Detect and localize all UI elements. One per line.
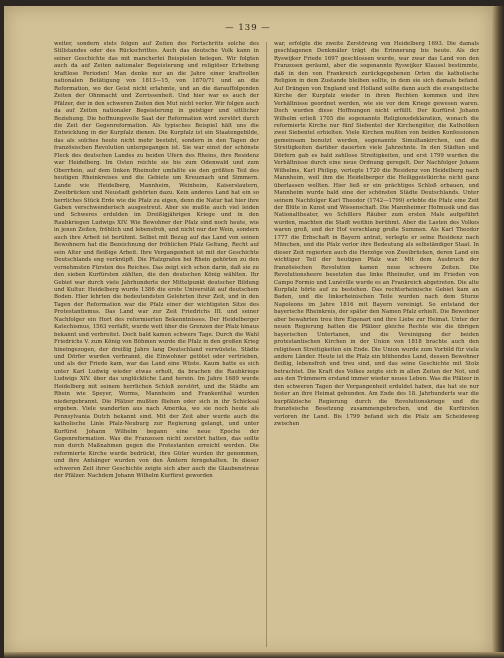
book-page [4,6,492,656]
column-divider [266,42,267,647]
page-edge-bottom [4,652,504,658]
left-column-text: weiter, sondern stets folgen auf Zeiten des Fortschritts solche des Stillstandes oder des Rückschrittes. Auch das deutsche Volk kann in seiner Geschichte das mit mancherlei Beispielen belegen. Wir folgten auch da auf Zeiten nationaler Begeisterung und religiöser Erhebung kraftlose Perioden! Man denke nur an die Jahre einer kraftvollen nationalen Betätigung von 1813—15, von 1870/71 und an die Reformation, wo der Geist nicht erlahmte, und an die darauffolgenden Zeiten der Ohnmacht und Zerrissenheit. Und hier war es auch der Pfälzer, der in den schweren Zeiten den Mut nicht verlor. Wir folgen auch da auf Zeiten nationaler Begeisterung in geistiger und sittlicher Beziehung. Die hoffnungsvolle Saat der Reformation wird zerstört durch die Zeit der Gegenreformation. Als typisches Beispiel hält uns die Entwicklung in der Kurpfalz dienen. Die Kurpfalz ist ein Staatengebilde, das als solches heute nicht mehr besteht, sondern in den Tagen der französischen Revolution untergegangen ist. Sie war einst der schönste Fleck des deutschen Landes zu beiden Ufern des Rheins, ihre Residenz war Heidelberg. Im Osten reichte sie bis zum Odenwald und zum Oberrhein, auf dem linken Rheinufer umfaßte sie den größten Teil des heutigen Rheinkreises und die Gebiete um Kreuznach und Simmern. Lande wie Heidelberg, Mannheim, Weinheim, Kaiserslautern, Zweibrücken und Neustadt gehörten dazu. Kein anderes Land hat ein so herrliches Stück Erde wie die Pfalz zu eigen, denn die Natur hat hier ihre Gaben verschwenderisch ausgestreut. Aber sie mußte auch viel leiden und Schweres erdulden im Dreißigjährigen Kriege und in den Raubkriegen Ludwigs XIV. Wie Bewohner der Pfalz sind noch heute, wie in jenen Zeiten, fröhlich und lebensfroh, und nicht nur der Wein, sondern auch ihre Arbeit ist berühmt. Selbst mit Bezug auf das Land von seinen Bewohnern hat die Bezeichnung der fröhlichen Pfalz Geltung, Recht auf sein Alter und fleißige Arbeit. Ihre Vergangenheit ist mit der Geschichte Deutschlands eng verknüpft. Die Pfalzgrafen bei Rhein gehörten zu den vornehmsten Fürsten des Reiches. Das zeigt sich schon darin, daß sie zu den sieben Kurfürsten zählten, die den deutschen König wählten. Ihr Gebiet war durch viele Jahrhunderte der Mittelpunkt deutscher Bildung und Kultur. Heidelberg wurde 1386 die erste Universität auf deutschem Boden. Hier lehrten die bedeutendsten Gelehrten ihrer Zeit, und in den Tagen der Reformation war die Pfalz einer der wichtigsten Sitze des Protestantismus. Das Land war zur Zeit Friedrichs III. und seiner Nachfolger ein Hort des reformierten Bekenntnisses. Der Heidelberger Katechismus, 1563 verfaßt, wurde weit über die Grenzen der Pfalz hinaus bekannt und verbreitet. Doch bald kamen schwere Tage. Durch die Wahl Friedrichs V. zum König von Böhmen wurde die Pfalz in den großen Krieg hineingezogen, der dreißig Jahre lang Deutschland verwüstete. Städte und Dörfer wurden verbrannt, die Einwohner getötet oder vertrieben, und als der Friede kam, war das Land eine Wüste. Kaum hatte es sich unter Karl Ludwig wieder etwas erholt, da brachen die Raubkriege Ludwigs XIV. über das unglückliche Land herein. Im Jahre 1689 wurde Heidelberg mit seinem herrlichen Schloß zerstört, und die Städte am Rhein wie Speyer, Worms, Mannheim und Frankenthal wurden niedergebrannt. Die Pfälzer mußten fliehen oder sich in ihr Schicksal ergeben. Viele wanderten aus nach Amerika, wo sie noch heute als Pennsylvania Dutch bekannt sind. Mit der Zeit aber wurde auch die katholische Linie Pfalz-Neuburg zur Regierung gelangt, und unter Kurfürst Johann Wilhelm begann eine neue Epoche der Gegenreformation. Was die Franzosen nicht zerstört hatten, das sollte nun durch Maßnahmen gegen die Protestanten erreicht werden. Die reformierte Kirche wurde bedrückt, ihre Güter wurden ihr genommen, und ihre Anhänger wurden von den Ämtern ferngehalten. In dieser schweren Zeit ihrer Geschichte zeigte sich aber auch die Glaubenstreue der Pfälzer. Nachdem Johann Wilhelm Kurfürst geworden [54,41,259,480]
right-column-text: war, erfolgte die zweite Zerstörung von Heidelberg 1693. Die damals geschlagenen Denkmäler trägt die Erinnerung bis heute. Als der Ryswijker Friede 1697 geschlossen wurde, war zwar das Land von den Franzosen geräumt, aber die sogenannte Ryswijker Klausel bestimmte, daß in den von Frankreich zurückgegebenen Orten die katholische Religion in dem Zustande bleiben sollte, in dem sie sich damals befand. Auf Drängen von England und Holland sollte dann auch die evangelische Kirche der Kurpfalz wieder in ihren Rechten kommen und ihre Verhältnisse geordnet werden, wie sie vor dem Kriege gewesen waren. Doch wurden diese Hoffnungen nicht erfüllt. Der Kurfürst Johann Wilhelm erließ 1705 die sogenannte Religionsdeklaration, wonach die reformierte Kirche nur fünf Siebentel der Kirchengüter, die Katholiken zwei Siebentel erhielten. Viele Kirchen mußten von beiden Konfessionen gemeinsam benutzt werden, sogenannte Simultankirchen, und die Streitigkeiten darüber dauerten viele Jahrzehnte. In den Städten und Dörfern gab es bald zahllose Streitigkeiten, und erst 1799 wurden die Verhältnisse durch eine neue Ordnung geregelt. Der Nachfolger Johann Wilhelms, Karl Philipp, verlegte 1720 die Residenz von Heidelberg nach Mannheim, weil ihm die Heidelberger die Heiliggeistkirche nicht ganz überlassen wollten. Hier ließ er ein prächtiges Schloß erbauen, und Mannheim wurde bald eine der schönsten Städte Deutschlands. Unter seinem Nachfolger Karl Theodor (1742—1799) erlebte die Pfalz eine Zeit der Blüte in Kunst und Wissenschaft. Die Mannheimer Hofmusik und das Nationaltheater, wo Schillers Räuber zum ersten Male aufgeführt wurden, machten die Stadt weithin berühmt. Aber die Lasten des Volkes waren groß, und der Hof verschlang große Summen. Als Karl Theodor 1777 die Erbschaft in Bayern antrat, verlegte er seine Residenz nach München, und die Pfalz verlor ihre Bedeutung als selbständiger Staat. In dieser Zeit regierten auch die Herzöge von Zweibrücken, deren Land ein wichtiger Teil der heutigen Pfalz war. Mit dem Ausbruch der französischen Revolution kamen neue schwere Zeiten. Die Revolutionsheere besetzten das linke Rheinufer, und im Frieden von Campo Formio und Lunéville wurde es an Frankreich abgetreten. Die alte Kurpfalz hörte auf zu bestehen. Das rechtsrheinische Gebiet kam an Baden, und die linksrheinischen Teile wurden nach dem Sturze Napoleons im Jahre 1816 mit Bayern vereinigt. So entstand der bayerische Rheinkreis, der später den Namen Pfalz erhielt. Die Bewohner aber bewahrten treu ihre Eigenart und ihre Liebe zur Heimat. Unter der neuen Regierung hatten die Pfälzer gleiche Rechte wie die übrigen bayerischen Untertanen, und die Vereinigung der beiden protestantischen Kirchen in der Union von 1818 brachte auch den religiösen Streitigkeiten ein Ende. Die Union wurde zum Vorbild für viele andere Länder. Heute ist die Pfalz ein blühendes Land, dessen Bewohner fleißig, lebensfroh und treu sind, und das seine Geschichte mit Stolz betrachtet. Die Kraft des Volkes zeigte sich in allen Zeiten der Not, und aus den Trümmern erstand immer wieder neues Leben. Was die Pfälzer in den schweren Tagen der Vergangenheit erduldet haben, das hat sie nur fester an ihre Heimat gebunden. Am Ende des 18. Jahrhunderts war die kurpfälzische Regierung durch die Revolutionskriege und die französische Besetzung zusammengebrochen, und die Kurfürsten verloren ihr Land. Bis 1799 befand sich die Pfalz am Scheideweg zwischen [274,41,479,428]
right-text-column [274,41,479,649]
left-text-column [54,41,259,649]
page-number: — 139 — [225,23,271,33]
page-edge-right [492,6,504,658]
